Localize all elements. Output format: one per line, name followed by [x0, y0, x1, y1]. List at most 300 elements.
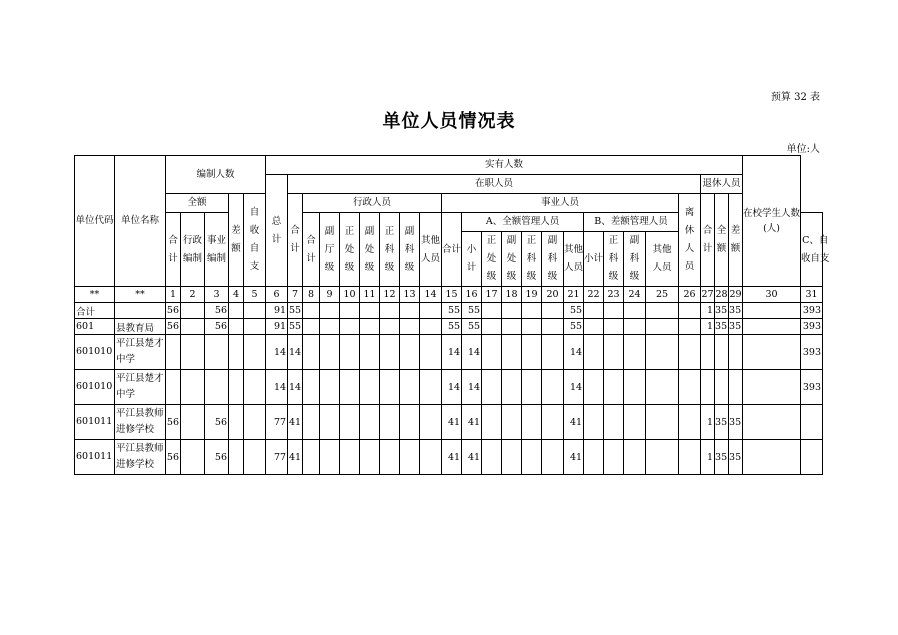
cell-value	[320, 303, 340, 319]
cell-value	[522, 303, 542, 319]
cell-value	[181, 440, 205, 475]
sheet-header-cell	[442, 194, 679, 213]
cell-value	[340, 405, 360, 440]
cell-value: 41	[564, 440, 584, 475]
cell-unit-code: 601011	[75, 440, 115, 475]
cell-value	[340, 370, 360, 405]
cell-value: 41	[564, 405, 584, 440]
cell-value	[542, 370, 564, 405]
column-index-cell: 4	[229, 287, 244, 303]
cell-value	[482, 303, 502, 319]
cell-value: 56	[166, 303, 181, 319]
header-public-personnel: 事业人员	[541, 197, 580, 209]
header-grand-total: 总计	[271, 215, 282, 245]
cell-value	[715, 335, 729, 370]
cell-value	[340, 440, 360, 475]
cell-value	[244, 303, 266, 319]
sheet-header-cell	[115, 156, 166, 287]
header-admin-staffing: 行政编制	[183, 234, 203, 264]
cell-value: 41	[462, 440, 482, 475]
sheet-header-cell	[288, 194, 303, 287]
cell-value	[584, 440, 604, 475]
cell-value	[522, 335, 542, 370]
cell-value: 1	[701, 440, 715, 475]
cell-value: 55	[564, 303, 584, 319]
column-index-cell: 10	[340, 287, 360, 303]
cell-value	[584, 335, 604, 370]
header-category-a: A、全额管理人员	[485, 216, 560, 228]
cell-unit-code: 合计	[75, 303, 115, 319]
header-deputy-bureau: 副厅级	[324, 225, 335, 273]
header-retired-diff: 差额	[730, 225, 741, 255]
cell-value	[303, 440, 320, 475]
column-index-cell: 7	[288, 287, 303, 303]
cell-value: 14	[266, 335, 288, 370]
cell-value	[400, 370, 420, 405]
cell-value	[303, 370, 320, 405]
cell-value: 56	[205, 405, 229, 440]
sheet-header-cell	[729, 194, 743, 287]
cell-value	[743, 303, 801, 319]
sheet-header-cell	[442, 213, 462, 287]
cell-value	[420, 370, 442, 405]
header-a-other: 其他人员	[564, 244, 584, 274]
cell-value: 56	[166, 319, 181, 335]
cell-value: 56	[205, 319, 229, 335]
sheet-header-cell	[166, 213, 181, 287]
cell-value	[340, 303, 360, 319]
cell-value	[542, 405, 564, 440]
table-row	[75, 370, 823, 405]
cell-value: 41	[442, 405, 462, 440]
sheet-header-cell	[266, 175, 288, 287]
cell-value	[340, 335, 360, 370]
cell-value: 56	[166, 405, 181, 440]
cell-value	[360, 303, 380, 319]
cell-value	[715, 370, 729, 405]
cell-value	[400, 319, 420, 335]
cell-value: 393	[801, 319, 823, 335]
header-a-director: 正处级	[486, 235, 497, 283]
cell-value	[482, 405, 502, 440]
cell-value	[801, 440, 823, 475]
cell-value	[502, 319, 522, 335]
header-category-c: C、自收自支	[801, 234, 830, 264]
sheet-header-cell	[360, 213, 380, 287]
column-index-cell: 11	[360, 287, 380, 303]
column-index-cell: 31	[801, 287, 823, 303]
header-in-service: 在职人员	[475, 178, 514, 190]
column-index-cell: 16	[462, 287, 482, 303]
cell-value: 14	[442, 335, 462, 370]
header-b-subtotal: 小计	[584, 253, 604, 265]
cell-value	[380, 303, 400, 319]
sheet-header-cell	[320, 213, 340, 287]
cell-unit-name: 平江县楚才中学	[115, 335, 166, 370]
sheet-header-cell	[604, 232, 624, 287]
cell-value: 41	[288, 405, 303, 440]
sheet-header-cell	[584, 213, 679, 232]
column-index-cell: 25	[646, 287, 679, 303]
header-actual: 实有人数	[485, 159, 524, 171]
cell-value	[701, 370, 715, 405]
cell-value	[522, 319, 542, 335]
header-director: 正处级	[344, 225, 355, 273]
cell-value: 91	[266, 319, 288, 335]
cell-value	[604, 335, 624, 370]
column-index-cell: 29	[729, 287, 743, 303]
cell-value	[229, 370, 244, 405]
cell-unit-name	[115, 303, 166, 319]
cell-value	[624, 405, 646, 440]
cell-value	[181, 319, 205, 335]
header-students: 在校学生人数(人)	[743, 207, 801, 235]
cell-unit-code: 601010	[75, 370, 115, 405]
header-a-subtotal: 小计	[466, 244, 477, 274]
cell-value	[320, 440, 340, 475]
cell-value	[646, 405, 679, 440]
cell-value: 56	[166, 440, 181, 475]
sheet-header-cell	[646, 232, 679, 287]
cell-value: 56	[205, 303, 229, 319]
cell-value	[166, 335, 181, 370]
cell-value	[244, 405, 266, 440]
cell-value	[729, 335, 743, 370]
cell-value	[646, 370, 679, 405]
header-full-amount: 全额	[187, 197, 207, 209]
cell-value: 14	[564, 370, 584, 405]
sheet-header-cell	[701, 175, 743, 194]
cell-value: 55	[442, 303, 462, 319]
cell-value	[181, 303, 205, 319]
cell-value: 91	[266, 303, 288, 319]
personnel-table	[74, 155, 830, 475]
cell-value: 14	[288, 370, 303, 405]
cell-value	[584, 319, 604, 335]
cell-value	[604, 319, 624, 335]
cell-value	[502, 405, 522, 440]
cell-value	[604, 440, 624, 475]
sheet-header-cell	[205, 213, 229, 287]
cell-value	[624, 335, 646, 370]
sheet-header-cell	[542, 232, 564, 287]
cell-value	[360, 335, 380, 370]
sheet-header-cell	[715, 194, 729, 287]
column-index-cell: 2	[181, 287, 205, 303]
cell-value	[303, 335, 320, 370]
column-index-cell: 14	[420, 287, 442, 303]
cell-value	[420, 303, 442, 319]
cell-value	[320, 405, 340, 440]
column-index-cell: 13	[400, 287, 420, 303]
cell-value: 55	[442, 319, 462, 335]
cell-value	[743, 370, 801, 405]
cell-value	[679, 335, 701, 370]
cell-value	[584, 303, 604, 319]
column-index-cell: 17	[482, 287, 502, 303]
cell-value	[679, 405, 701, 440]
cell-value	[340, 319, 360, 335]
cell-value	[380, 335, 400, 370]
cell-value: 77	[266, 440, 288, 475]
cell-value: 77	[266, 405, 288, 440]
header-staffing-total: 合计	[168, 234, 178, 264]
cell-value	[400, 405, 420, 440]
cell-value	[400, 440, 420, 475]
header-b-section-chief: 正科级	[608, 235, 619, 283]
cell-value	[646, 440, 679, 475]
sheet-header-cell	[482, 232, 502, 287]
cell-value	[542, 303, 564, 319]
sheet-header-cell	[400, 213, 420, 287]
cell-unit-name: 平江县教师进修学校	[115, 440, 166, 475]
page-title: 单位人员情况表	[382, 111, 516, 132]
header-public-total: 合计	[442, 243, 462, 255]
cell-value	[229, 303, 244, 319]
cell-value	[624, 303, 646, 319]
column-index-cell: 9	[320, 287, 340, 303]
cell-value: 393	[801, 303, 823, 319]
column-index-cell: **	[75, 287, 115, 303]
header-unit-name: 单位名称	[120, 215, 159, 227]
cell-value	[542, 440, 564, 475]
cell-value: 55	[462, 319, 482, 335]
column-index-cell: 3	[205, 287, 229, 303]
cell-value	[380, 319, 400, 335]
header-admin-total: 合计	[306, 234, 316, 264]
cell-value	[360, 405, 380, 440]
cell-value	[420, 405, 442, 440]
column-index-cell: 28	[715, 287, 729, 303]
cell-value: 35	[729, 440, 743, 475]
cell-value	[244, 335, 266, 370]
cell-value	[229, 405, 244, 440]
cell-value: 35	[715, 303, 729, 319]
column-index-cell: 8	[303, 287, 320, 303]
cell-value	[303, 319, 320, 335]
table-row	[75, 335, 823, 370]
cell-value: 14	[288, 335, 303, 370]
cell-value	[482, 319, 502, 335]
column-index-cell: 27	[701, 287, 715, 303]
cell-value	[743, 319, 801, 335]
sheet-header-cell	[522, 232, 542, 287]
header-retired-cadre: 离休人员	[684, 206, 695, 273]
table-body	[75, 303, 823, 475]
cell-value	[420, 440, 442, 475]
cell-value	[482, 440, 502, 475]
cell-value	[244, 319, 266, 335]
cell-value: 56	[205, 440, 229, 475]
cell-value	[181, 370, 205, 405]
cell-value	[646, 335, 679, 370]
cell-unit-code: 601	[75, 319, 115, 335]
cell-unit-name: 平江县楚才中学	[115, 370, 166, 405]
cell-value	[743, 440, 801, 475]
cell-value	[482, 335, 502, 370]
cell-value	[400, 335, 420, 370]
cell-value	[502, 303, 522, 319]
column-index-cell: 5	[244, 287, 266, 303]
cell-value	[729, 370, 743, 405]
cell-value	[604, 303, 624, 319]
cell-value	[743, 335, 801, 370]
cell-value: 35	[715, 319, 729, 335]
cell-value: 35	[729, 319, 743, 335]
sheet-header-cell	[340, 213, 360, 287]
sheet-header-cell	[420, 213, 442, 287]
sheet-header-cell	[502, 232, 522, 287]
cell-value	[482, 370, 502, 405]
sheet-header-cell	[564, 232, 584, 287]
column-index-cell: 26	[679, 287, 701, 303]
cell-value: 1	[701, 405, 715, 440]
cell-value: 35	[729, 303, 743, 319]
cell-value: 55	[288, 303, 303, 319]
cell-value: 1	[701, 319, 715, 335]
sheet-header-cell	[75, 156, 115, 287]
header-in-service-total: 合计	[290, 225, 300, 255]
form-number: 预算 32 表	[770, 92, 820, 103]
cell-value: 55	[288, 319, 303, 335]
cell-unit-code: 601011	[75, 405, 115, 440]
header-b-deputy-section: 副科级	[629, 235, 640, 283]
cell-value	[420, 335, 442, 370]
sheet-header-cell	[181, 213, 205, 287]
cell-value	[604, 370, 624, 405]
sheet-header-cell	[462, 213, 584, 232]
table-row	[75, 303, 823, 319]
cell-value	[400, 303, 420, 319]
cell-value	[244, 440, 266, 475]
cell-value: 14	[266, 370, 288, 405]
cell-value: 41	[462, 405, 482, 440]
cell-value	[679, 440, 701, 475]
cell-unit-name: 平江县教师进修学校	[115, 405, 166, 440]
sheet-header-cell	[229, 194, 244, 287]
cell-value	[624, 370, 646, 405]
column-index-cell: 18	[502, 287, 522, 303]
cell-value	[205, 335, 229, 370]
cell-value	[584, 370, 604, 405]
header-a-deputy-director: 副处级	[506, 235, 517, 283]
cell-value	[360, 370, 380, 405]
cell-value: 14	[462, 370, 482, 405]
sheet-header-cell	[679, 194, 701, 287]
table-row	[75, 440, 823, 475]
sheet-header-cell	[266, 156, 743, 175]
column-index-cell: 15	[442, 287, 462, 303]
sheet-header-cell	[380, 213, 400, 287]
cell-value	[380, 405, 400, 440]
cell-value	[624, 319, 646, 335]
cell-value	[380, 440, 400, 475]
sheet-header-cell	[303, 194, 442, 213]
table-row	[75, 319, 823, 335]
cell-value	[701, 335, 715, 370]
column-index-cell: 20	[542, 287, 564, 303]
header-admin-personnel: 行政人员	[353, 197, 392, 209]
sheet-header-cell	[244, 194, 266, 287]
cell-value	[604, 405, 624, 440]
header-deputy-section: 副科级	[404, 225, 415, 273]
column-index-cell: 23	[604, 287, 624, 303]
column-index-cell: 12	[380, 287, 400, 303]
cell-value: 35	[715, 440, 729, 475]
cell-value	[679, 319, 701, 335]
column-index-cell: **	[115, 287, 166, 303]
cell-value: 14	[442, 370, 462, 405]
header-retired-total: 合计	[702, 225, 713, 255]
header-section-chief: 正科级	[384, 225, 395, 273]
header-deputy-director: 副处级	[364, 225, 375, 273]
cell-unit-name: 县教育局	[115, 319, 166, 335]
cell-value: 393	[801, 370, 823, 405]
cell-value	[244, 370, 266, 405]
column-index-cell: 19	[522, 287, 542, 303]
cell-value: 1	[701, 303, 715, 319]
column-index-cell: 30	[743, 287, 801, 303]
sheet-header-cell	[801, 213, 830, 287]
sheet-header-cell	[288, 175, 701, 194]
sheet-header-cell	[624, 232, 646, 287]
column-index-cell: 22	[584, 287, 604, 303]
sheet-header-cell	[743, 156, 801, 287]
cell-value	[229, 335, 244, 370]
cell-value	[360, 440, 380, 475]
header-category-b: B、差额管理人员	[594, 216, 668, 228]
header-unit-code: 单位代码	[75, 215, 114, 227]
header-b-other: 其他人员	[652, 244, 672, 274]
cell-value	[229, 319, 244, 335]
cell-value	[420, 319, 442, 335]
sheet-header-cell	[303, 213, 320, 287]
header-a-deputy-section: 副科级	[547, 235, 558, 283]
header-admin-other: 其他人员	[421, 234, 441, 264]
sheet-header-cell	[462, 232, 482, 287]
cell-value	[624, 440, 646, 475]
header-a-section-chief: 正科级	[526, 235, 537, 283]
cell-value	[229, 440, 244, 475]
cell-value	[502, 440, 522, 475]
cell-value: 41	[442, 440, 462, 475]
cell-value	[360, 319, 380, 335]
cell-value: 35	[715, 405, 729, 440]
cell-value	[522, 440, 542, 475]
cell-value	[646, 303, 679, 319]
cell-value: 14	[564, 335, 584, 370]
column-index-cell: 24	[624, 287, 646, 303]
cell-value	[205, 370, 229, 405]
header-retired: 退休人员	[702, 178, 741, 190]
cell-value	[801, 405, 823, 440]
cell-value: 55	[462, 303, 482, 319]
header-public-staffing: 事业编制	[207, 234, 227, 264]
cell-value	[502, 370, 522, 405]
cell-value	[320, 319, 340, 335]
cell-value	[542, 335, 564, 370]
header-staffing: 编制人数	[196, 168, 235, 180]
sheet-header-cell	[166, 194, 229, 213]
cell-value: 55	[564, 319, 584, 335]
cell-value	[542, 319, 564, 335]
cell-value	[679, 303, 701, 319]
cell-value	[181, 335, 205, 370]
cell-value	[181, 405, 205, 440]
cell-value	[522, 370, 542, 405]
column-index-cell: 1	[166, 287, 181, 303]
cell-value	[522, 405, 542, 440]
